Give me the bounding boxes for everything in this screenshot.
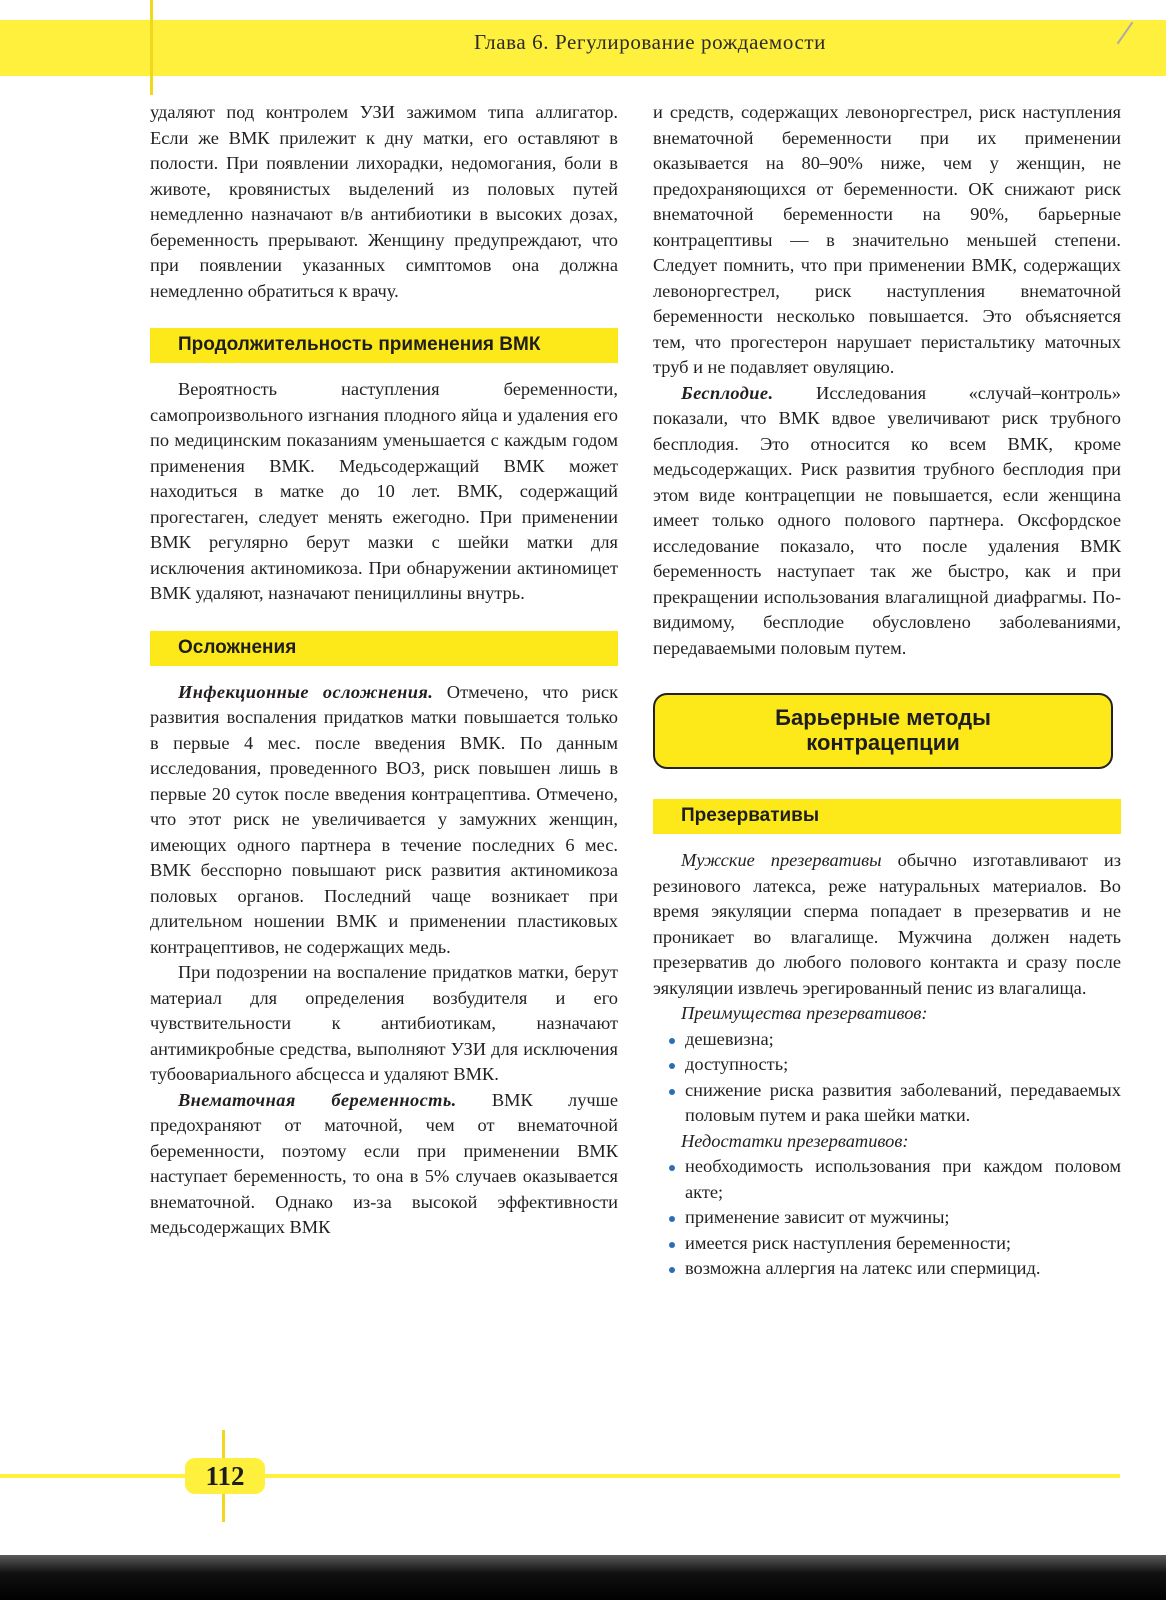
ectopic-text: ВМК лучше предохраняют от маточной, чем от внематочной беременности, поэтому если при применении ВМК наступает беременность, то она в 5% случаев оказывается внематочной. Однако из-за высокой эффективности медьсодержащих ВМК: [150, 1089, 618, 1237]
ectopic-lead: Внематочная беременность.: [178, 1089, 457, 1110]
disadvantages-list: [653, 1154, 1121, 1282]
condoms-heading: Презервативы: [653, 799, 1121, 834]
advantages-list: [653, 1027, 1121, 1129]
list-item: имеется риск наступления беременности;: [667, 1231, 1121, 1257]
infertility-text: Исследования «случай–контроль» показали, что ВМК вдвое увеличивают риск трубного бесплодия. Это относится ко всем ВМК, кроме медьсодержащих. Риск развития трубного бесплодия при этом виде контрацепции не повышается, если женщина имеет только одного полового партнера. Оксфордское исследование показало, что после удаления ВМК беременность наступает так же быстро, как и при прекращении использования влагалищной диафрагмы. По-видимому, бесплодие обусловлено заболеваниями, передаваемыми половым путем.: [653, 382, 1121, 658]
condoms-text: обычно изготавливают из резинового латекса, реже натуральных материалов. Во время эякуляции сперма попадает в презерватив и не проникает во влагалище. Мужчина должен надеть презерватив до любого полового контакта и сразу после эякуляции извлечь эрегированный пенис из влагалища.: [653, 850, 1121, 998]
header-accent-line: [150, 0, 153, 95]
complications-heading: Осложнения: [150, 631, 618, 666]
infertility-lead: Бесплодие.: [681, 382, 774, 403]
list-item: возможна аллергия на латекс или спермицид.: [667, 1256, 1121, 1282]
condoms-paragraph: [653, 848, 1121, 1001]
page-number: 112: [185, 1458, 265, 1494]
infection-text: Отмечено, что риск развития воспаления придатков матки повышается только в первые 4 мес. после введения ВМК. По данным исследования, проведенного ВОЗ, риск повышен лишь в первые 20 суток после введения контрацептива. Отмечено, что этот риск не увеличивается у замужних женщин, имеющих одного партнера в течение последних 6 мес. ВМК бесспорно повышают риск развития актиномикоза половых органов. Последний чаще возникает при длительном ношении ВМК и применении пластиковых контрацептивов, не содержащих медь.: [150, 681, 619, 957]
barrier-heading-line-1: Барьерные методы: [775, 705, 991, 730]
chapter-title: Глава 6. Регулирование рождаемости: [474, 30, 826, 54]
ectopic-paragraph: [150, 1088, 618, 1241]
list-item: необходимость использования при каждом половом акте;: [667, 1154, 1121, 1205]
duration-heading: Продолжительность применения ВМК: [150, 328, 618, 363]
infection-lead: Инфекционные осложнения.: [178, 681, 434, 702]
disadvantages-title: Недостатки презервативов:: [681, 1130, 909, 1151]
duration-paragraph: Вероятность наступления беременности, самопроизвольного изгнания плодного яйца и удаления его по медицинским показаниям уменьшается с каждым годом применения ВМК. Медьсодержащий ВМК может находиться в матке до 10 лет. ВМК, содержащий прогестаген, следует менять ежегодно. При применении ВМК регулярно берут мазки с шейки матки для исключения актиномикоза. При обнаружении актиномицет ВМК удаляют, назначают пенициллины внутрь.: [150, 379, 618, 603]
list-item: доступность;: [667, 1052, 1121, 1078]
list-item: дешевизна;: [667, 1027, 1121, 1053]
footer-line: [0, 1474, 1120, 1478]
suspicion-paragraph: При подозрении на воспаление придатков матки, берут материал для определения возбудителя и его чувствительности к антибиотикам, назначают антимикробные средства, выполняют УЗИ для исключения тубоовариального абсцесса и удаляют ВМК.: [150, 962, 618, 1084]
right-column: [653, 100, 1121, 1282]
barrier-methods-heading: [653, 693, 1113, 769]
scan-edge-strip: [0, 1555, 1166, 1600]
left-column: [150, 100, 618, 1241]
barrier-heading-line-2: контрацепции: [806, 730, 960, 755]
continued-paragraph: и средств, содержащих левоноргестрел, риск наступления внематочной беременности при их применении оказывается на 80–90% ниже, чем у женщин, не предохраняющихся от беременности. ОК снижают риск внематочной беременности на 90%, барьерные контрацептивы — в значительно меньшей степени. Следует помнить, что при применении ВМК, содержащих левоноргестрел, риск наступления внематочной беременности несколько повышается. Это объясняется тем, что прогестерон нарушает перистальтику маточных труб и не подавляет овуляцию.: [653, 102, 1121, 377]
advantages-title: Преимущества презервативов:: [681, 1003, 928, 1023]
infection-paragraph: [150, 680, 618, 961]
list-item: применение зависит от мужчины;: [667, 1205, 1121, 1231]
intro-paragraph: удаляют под контролем УЗИ зажимом типа аллигатор. Если же ВМК прилежит к дну матки, его оставляют в полости. При появлении лихорадки, недомогания, боли в животе, кровянистых выделений из половых путей немедленно назначают в/в антибиотики в высоких дозах, беременность прерывают. Женщину предупреждают, что при появлении указанных симптомов она должна немедленно обратиться к врачу.: [150, 102, 618, 301]
infertility-paragraph: [653, 381, 1121, 662]
condoms-lead: Мужские презервативы: [681, 850, 882, 870]
list-item: снижение риска развития заболеваний, передаваемых половым путем и рака шейки матки.: [667, 1078, 1121, 1129]
